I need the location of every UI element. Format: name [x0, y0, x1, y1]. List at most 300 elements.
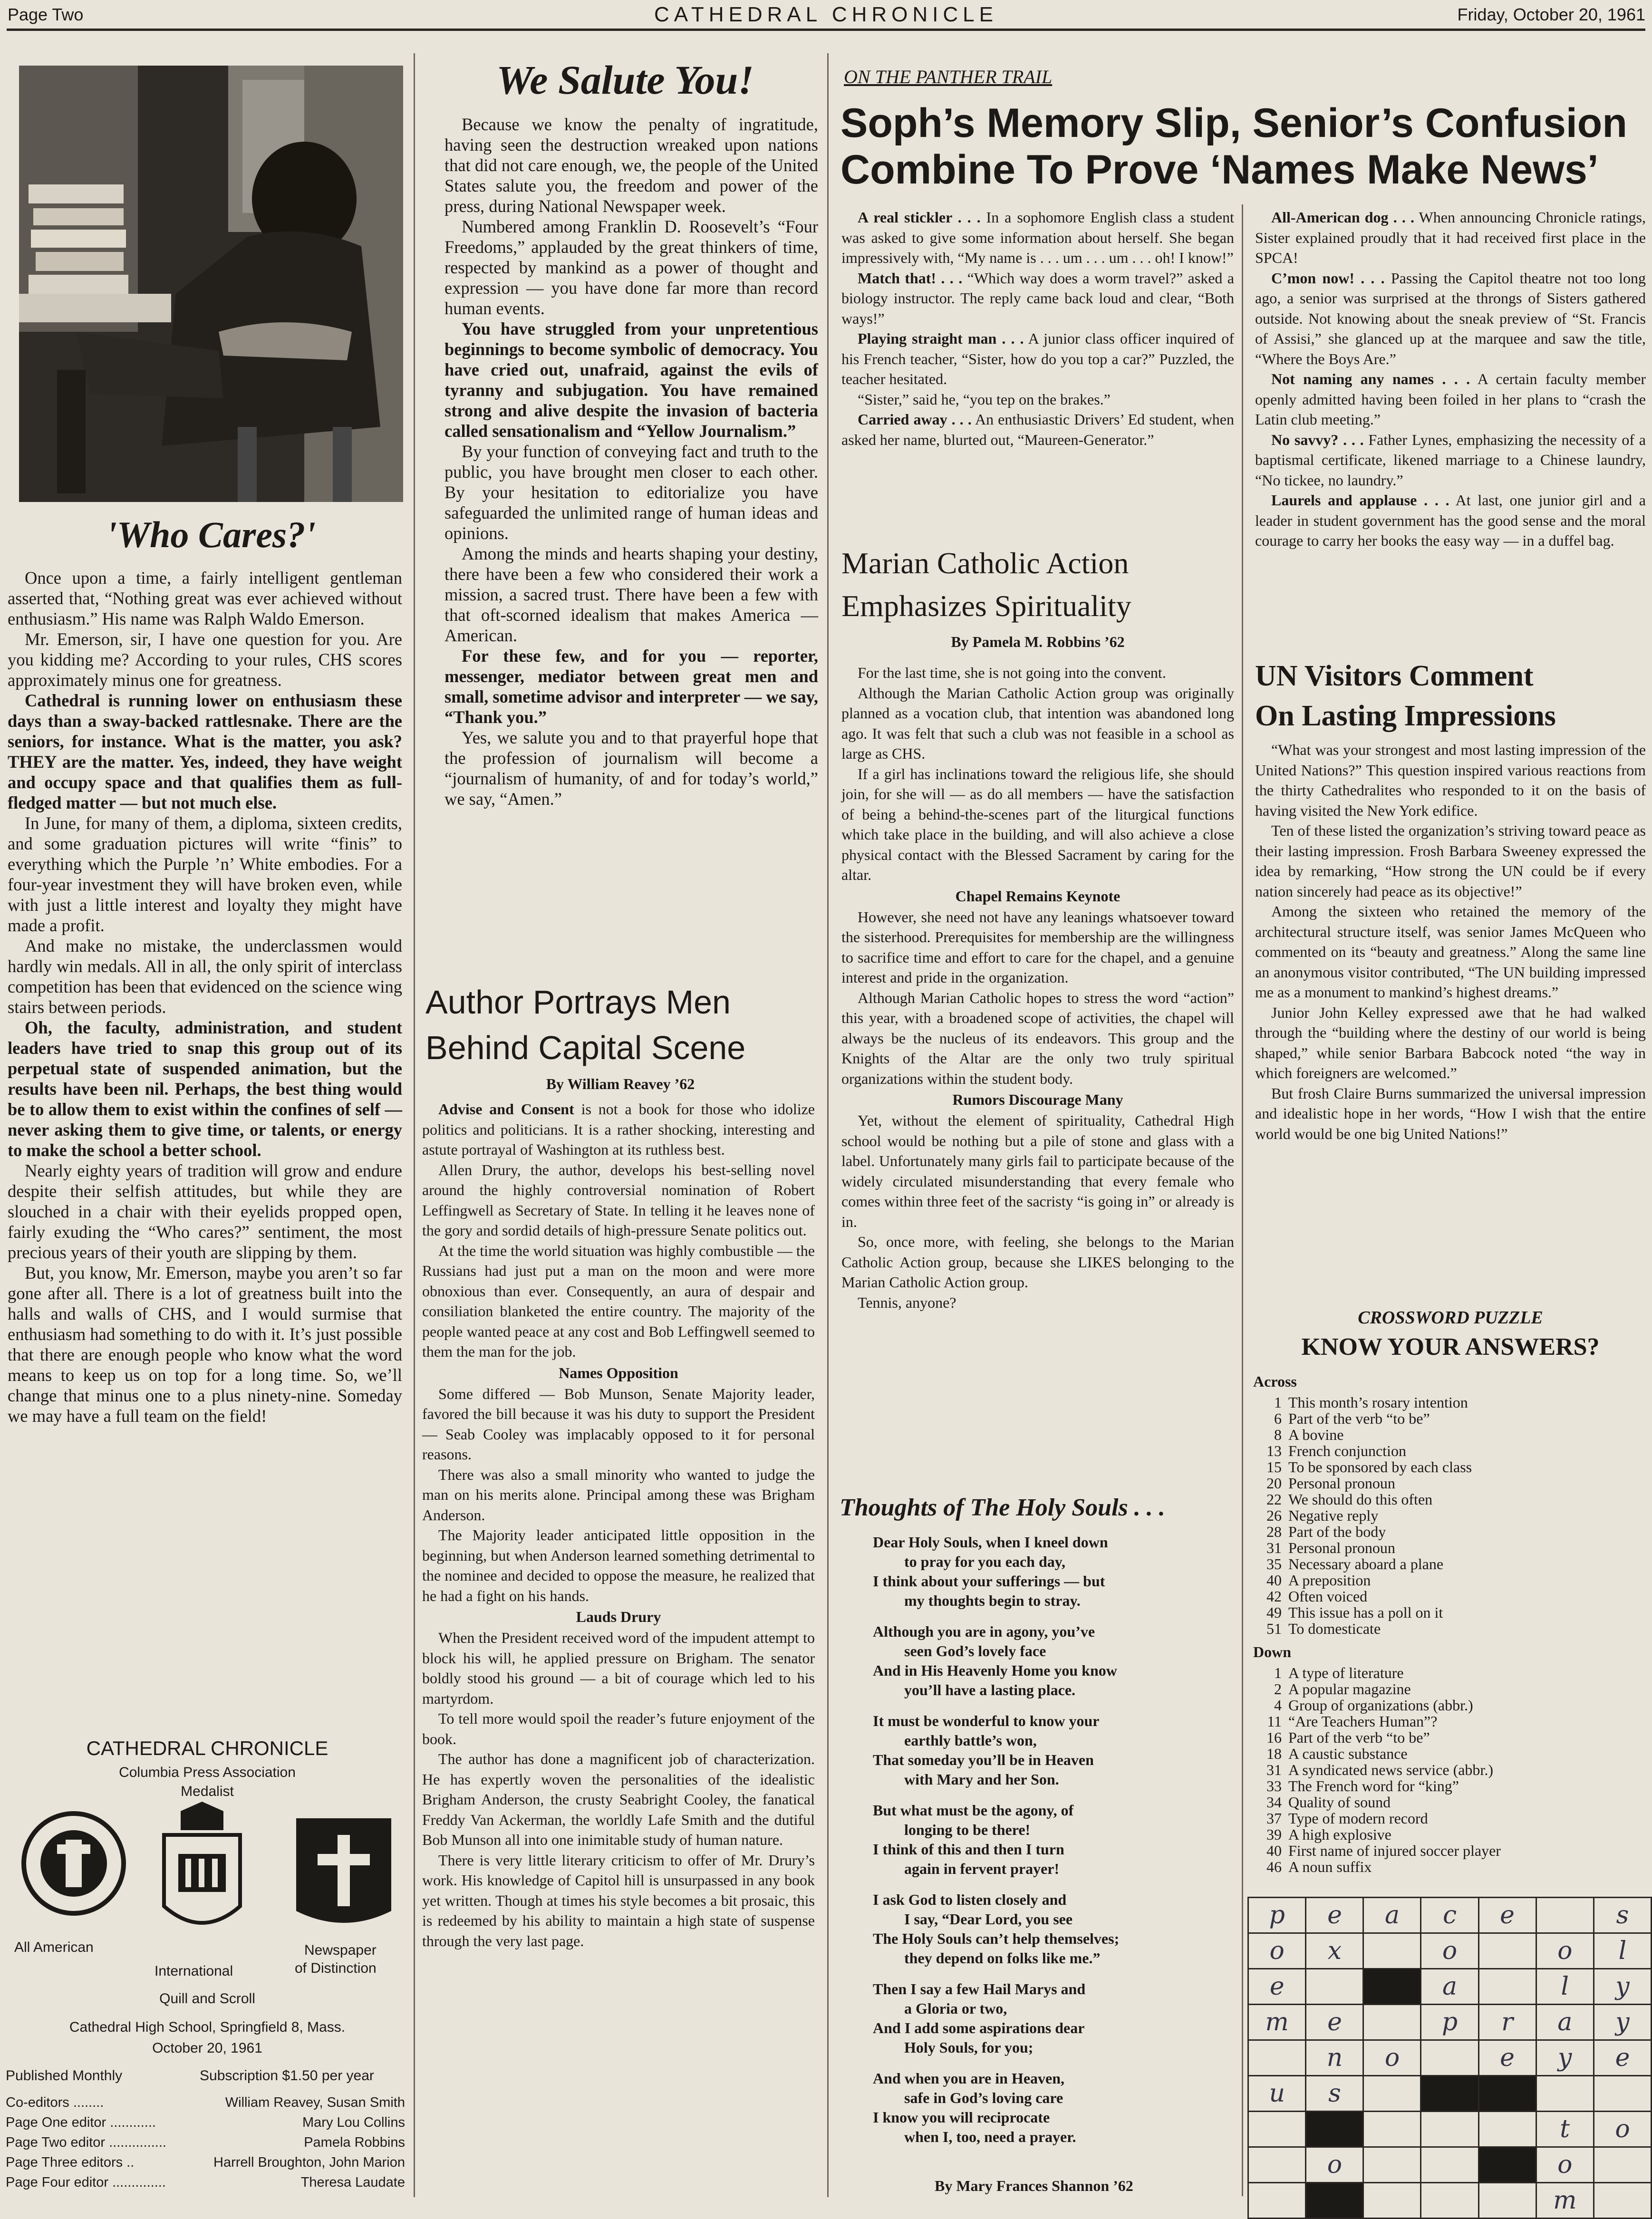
item-lead: Not naming any names . . .: [1271, 370, 1470, 387]
grid-cell[interactable]: o: [1421, 1933, 1478, 1969]
poem-line: my thoughts begin to stray.: [904, 1592, 1081, 1609]
grid-cell[interactable]: p: [1421, 2005, 1478, 2040]
quill-and-scroll: Quill and Scroll: [159, 1991, 255, 2007]
item-text: At last, one junior girl and a leader in student government has the good sense and the moral courage to carry her books the easy way — in a duffel bag.: [1255, 492, 1646, 549]
item-text: “Which way does a worm travel?” asked a biology instructor. The reply came back loud and clear, “Both ways!”: [841, 269, 1234, 327]
clue-text: Often voiced: [1288, 1588, 1368, 1605]
grid-cell[interactable]: m: [1248, 2005, 1306, 2040]
grid-row: [1248, 2005, 1652, 2040]
author-headline-line: Author Portrays Men: [425, 984, 731, 1021]
crossword-clue: [1253, 1665, 1646, 1681]
grid-cell[interactable]: a: [1421, 1969, 1478, 2005]
grid-cell[interactable]: l: [1594, 1933, 1651, 1969]
clue-text: First name of injured soccer player: [1288, 1842, 1501, 1859]
article-paragraph: But, you know, Mr. Emerson, maybe you aren’t so far gone after all. There is a lot of greatness built into the halls and walls of CHS, and I would surmise that enthusiasm had something to do with it. It’s just possible that there are enough people who know what the word means to keep us on top for a long time. So, we’ll change that minus one to a plus ninety-nine. Someday we may have a full team on the field!: [8, 1263, 402, 1426]
crossword-clue: [1253, 1588, 1646, 1604]
un-headline-line: UN Visitors Comment: [1255, 660, 1534, 692]
clue-text: The French word for “king”: [1288, 1777, 1459, 1794]
panther-headline-line: Combine To Prove ‘Names Make News’: [840, 147, 1599, 193]
grid-cell[interactable]: u: [1248, 2076, 1306, 2112]
crossword-clue: [1253, 1621, 1646, 1637]
who-cares-headline: 'Who Cares?': [106, 514, 316, 555]
poem-line: when I, too, need a prayer.: [904, 2128, 1076, 2145]
article-paragraph: Tennis, anyone?: [858, 1293, 956, 1311]
grid-row: [1248, 1898, 1652, 1933]
clue-text: A preposition: [1288, 1572, 1371, 1589]
staff-name: Pamela Robbins: [304, 2135, 405, 2150]
crossword-clue: [1253, 1410, 1646, 1427]
grid-block: [1478, 2147, 1536, 2183]
crossword-clue: [1253, 1556, 1646, 1572]
grid-cell[interactable]: [1363, 1933, 1421, 1969]
item-text: “Sister,” said he, “you tep on the brakes.”: [858, 390, 1111, 408]
article-paragraph: By your function of conveying fact and truth to the public, you have brought men closer to each other. By your hesitation to editorialize you have safeguarded the unlimited range of human ideas and opinions.: [444, 442, 818, 543]
staff-role: Page Two editor ...............: [6, 2135, 166, 2150]
grid-cell[interactable]: e: [1478, 1898, 1536, 1933]
author-article: [422, 1099, 815, 1951]
poem-line: a Gloria or two,: [904, 2000, 1007, 2017]
grid-cell[interactable]: [1478, 1933, 1536, 1969]
clue-text: Personal pronoun: [1288, 1475, 1395, 1492]
article-paragraph: Yes, we salute you and to that prayerful hope that the profession of journalism will become a “journalism of humanity, of and for today’s world,” we say, “Amen.”: [444, 728, 818, 809]
crossword-clue: [1253, 1859, 1646, 1875]
poem-line: And in His Heavenly Home you know: [873, 1662, 1117, 1679]
subscription-price: Subscription $1.50 per year: [200, 2068, 374, 2084]
author-byline: By William Reavey ’62: [546, 1075, 695, 1092]
crossword-clue: [1253, 1681, 1646, 1697]
crossword-clue: [1253, 1475, 1646, 1491]
staff-row: [6, 2172, 405, 2192]
poem-line: I ask God to listen closely and: [873, 1891, 1067, 1908]
grid-cell[interactable]: [1363, 2147, 1421, 2183]
clue-number: 15: [1266, 1458, 1282, 1476]
item-text: An enthusiastic Drivers’ Ed student, when asked her name, blurted out, “Maureen-Generator.”: [841, 411, 1235, 448]
clue-number: 2: [1274, 1680, 1282, 1698]
crossword-clue: [1253, 1762, 1646, 1778]
crossword-kicker: CROSSWORD PUZZLE: [1358, 1308, 1543, 1328]
clue-text: This issue has a poll on it: [1288, 1604, 1443, 1621]
clue-text: A syndicated news service (abbr.): [1288, 1761, 1493, 1778]
grid-cell[interactable]: e: [1306, 1898, 1363, 1933]
article-paragraph: Ten of these listed the organization’s striving toward peace as their lasting impression. Frosh Barbara Sweeney expressed the idea by remarking, “How strong the UN could be if every nation sincerely had peace as its objective!”: [1255, 822, 1646, 900]
salute-headline: We Salute You!: [496, 57, 754, 103]
poem-stanza: [873, 1711, 1225, 1789]
staff-paper-name: CATHEDRAL CHRONICLE: [86, 1737, 328, 1759]
grid-cell[interactable]: [1478, 2183, 1536, 2219]
grid-row: [1248, 1933, 1652, 1969]
article-paragraph: Mr. Emerson, sir, I have one question for you. Are you kidding me? According to your rules, CHS scores approximately minus one for greatness.: [8, 629, 402, 690]
article-paragraph: Although Marian Catholic hopes to stress the word “action” this year, with a broadened scope of activities, the chapel will always be the nucleus of its endeavors. This group and the Knights of the Altar are the only two truly spiritual organizations within the student body.: [841, 989, 1234, 1087]
newspaper-title: CATHEDRAL CHRONICLE: [654, 3, 998, 26]
clue-text: Necessary aboard a plane: [1288, 1555, 1444, 1573]
clue-number: 31: [1266, 1761, 1282, 1778]
article-paragraph: There is very little literary criticism to offer of Mr. Drury’s work. His knowledge of Capitol hill is unsurpassed in any book yet written. Though at times his style becomes a bit prosaic, this is redeemed by his ability to maintain a high state of suspense through the very last page.: [422, 1851, 815, 1949]
column-divider: [827, 53, 829, 2197]
crossword-clue: [1253, 1443, 1646, 1459]
article-paragraph: To tell more would spoil the reader’s future enjoyment of the book.: [422, 1710, 815, 1747]
staff-roster: [6, 2093, 405, 2192]
clue-text: A caustic substance: [1288, 1745, 1408, 1762]
grid-cell[interactable]: [1478, 2112, 1536, 2147]
clue-text: To domesticate: [1288, 1620, 1381, 1637]
article-paragraph: Cathedral is running lower on enthusiasm these days than a sway-backed rattlesnake. There are the seniors, for instance. What is the matter, you ask? THEY are the matter. Yes, indeed, they have weight and occupy space and that qualifies them as full-fledged matter — but not much else.: [8, 691, 402, 812]
columbia-press-shield-icon: [157, 1802, 247, 1939]
grid-cell[interactable]: x: [1306, 1933, 1363, 1969]
badge-international: International: [155, 1963, 233, 1979]
grid-cell[interactable]: o: [1363, 2040, 1421, 2076]
item-lead: All-American dog . . .: [1271, 209, 1414, 226]
crossword-title: KNOW YOUR ANSWERS?: [1301, 1333, 1600, 1360]
poem-byline: By Mary Frances Shannon ’62: [935, 2177, 1133, 2194]
poem-stanza: [873, 1801, 1225, 1879]
author-headline-line: Behind Capital Scene: [425, 1029, 746, 1066]
item-lead: No savvy? . . .: [1271, 431, 1364, 448]
marian-headline: [841, 542, 1231, 627]
clue-number: 40: [1266, 1572, 1282, 1589]
down-clue-list: [1253, 1665, 1646, 1875]
grid-cell[interactable]: [1594, 2183, 1651, 2219]
staff-row: [6, 2093, 405, 2113]
staff-row: [6, 2113, 405, 2132]
crossword-clue: [1253, 1540, 1646, 1556]
article-paragraph: is not a book for those who idolize politics and politicians. It is a rather shocking, interesting and astute portrayal of Washington at its ruthless best.: [422, 1100, 815, 1158]
poem-line: I know you will reciprocate: [873, 2109, 1050, 2126]
item-lead: C’mon now! . . .: [1271, 269, 1385, 287]
staff-medalist: Medalist: [181, 1784, 234, 1799]
clue-number: 13: [1266, 1442, 1282, 1459]
clue-text: Group of organizations (abbr.): [1288, 1697, 1473, 1714]
article-paragraph: There was also a small minority who wanted to judge the man on his merits alone. Principal among these was Brigham Anderson.: [422, 1466, 815, 1524]
item-lead: Carried away . . .: [858, 411, 972, 428]
grid-cell[interactable]: t: [1536, 2112, 1594, 2147]
grid-row: [1248, 2183, 1652, 2219]
clue-text: Type of modern record: [1288, 1810, 1428, 1827]
clue-number: 33: [1266, 1777, 1282, 1794]
article-paragraph: Yet, without the element of spirituality, Cathedral High school would be nothing but a pile of stone and glass with a label. Unfortunately many girls fail to participate because of the widely circulated misunderstanding that every female who comes within three feet of the sacristy “is going in” or already is in.: [841, 1112, 1234, 1230]
panther-headline-line: Soph’s Memory Slip, Senior’s Confusion: [840, 100, 1627, 146]
grid-cell[interactable]: [1536, 2076, 1594, 2112]
masthead-rule: [7, 29, 1645, 31]
article-paragraph: Among the sixteen who retained the memory of the architectural structure itself, was senior James McQueen who commented on its “beauty and greatness.” Along the same line an anonymous visitor contributed, “The UN building impressed me as a monument to mankind’s highest dreams.”: [1255, 903, 1646, 1001]
article-paragraph: Nearly eighty years of tradition will grow and endure despite their selfish attitudes, but while they are slouched in a chair with their eyelids propped open, fairly exuding the “Who cares?” sentiment, the most precious years of their youth are slipping by them.: [8, 1161, 402, 1262]
grid-row: [1248, 2040, 1652, 2076]
crossword-clue: [1253, 1713, 1646, 1729]
poem-line: Although you are in agony, you’ve: [873, 1623, 1095, 1640]
crossword-clue: [1253, 1746, 1646, 1762]
article-paragraph: Once upon a time, a fairly intelligent gentleman asserted that, “Nothing great was ever achieved without enthusiasm.” His name was Ralph Waldo Emerson.: [8, 568, 402, 628]
article-paragraph: Oh, the faculty, administration, and student leaders have tried to snap this group out of its perpetual state of suspended animation, but the results have been nil. Perhaps, the best thing would be to allow them to exist within the confines of self — never asking them to give time, or talents, or energy to make the school a better school.: [8, 1018, 402, 1160]
grid-block: [1306, 2112, 1363, 2147]
panther-headline: [840, 100, 1649, 193]
article-paragraph: Junior John Kelley expressed awe that he had walked through the “building where the destiny of our world is being shaped,” while senior Barbara Babcock noted “the way in which foreigners are welcomed.”: [1255, 1003, 1646, 1081]
article-paragraph: At the time the world situation was highly combustible — the Russians had just put a man on the moon and were more obnoxious than ever. Consequently, an aura of despair and consiliation blanketed the entire country. The majority of the people wanted peace at any cost and Bob Leffingwell seemed to them the man for the job.: [422, 1242, 815, 1360]
down-label: Down: [1253, 1643, 1292, 1660]
article-paragraph: Among the minds and hearts shaping your destiny, there have been a few who considered their work a mission, a sacred trust. There have been a few with that oft-scorned idealism that makes America — American.: [444, 544, 818, 645]
staff-role: Page Three editors ..: [6, 2155, 135, 2170]
grid-cell[interactable]: m: [1536, 2183, 1594, 2219]
grid-row: [1248, 1969, 1652, 2005]
clue-number: 46: [1266, 1858, 1282, 1875]
across-label: Across: [1253, 1373, 1297, 1390]
poem-line: I think of this and then I turn: [873, 1841, 1064, 1858]
student-reading-image: [19, 66, 403, 502]
clue-text: Part of the verb “to be”: [1288, 1410, 1430, 1427]
clue-text: To be sponsored by each class: [1288, 1458, 1472, 1476]
panther-column-right: [1255, 207, 1646, 551]
staff-role: Page Four editor ..............: [6, 2175, 166, 2190]
crossword-clue: [1253, 1697, 1646, 1713]
subhead: Names Opposition: [559, 1364, 678, 1381]
grid-cell[interactable]: e: [1306, 2005, 1363, 2040]
grid-cell[interactable]: [1363, 2005, 1421, 2040]
clue-number: 16: [1266, 1729, 1282, 1746]
article-paragraph: Numbered among Franklin D. Roosevelt’s “Four Freedoms,” applauded by the great thinkers of time, respected by mankind as a power of thought and expression — you have done far more than record human events.: [444, 217, 818, 318]
staff-name: Harrell Broughton, John Marion: [213, 2155, 405, 2170]
article-paragraph: You have struggled from your unpretentious beginnings to become symbolic of democracy. You have cried out, unafraid, against the evils of tyranny and subjugation. You have remained strong and alive despite the invasion of bacteria called sensationalism and “Yellow Journalism.”: [444, 319, 818, 441]
clue-number: 39: [1266, 1826, 1282, 1843]
grid-cell[interactable]: y: [1594, 1969, 1651, 2005]
clue-text: Personal pronoun: [1288, 1539, 1395, 1556]
clue-text: A noun suffix: [1288, 1858, 1372, 1875]
clue-text: A type of literature: [1288, 1664, 1404, 1681]
poem-line: safe in God’s loving care: [904, 2089, 1063, 2106]
grid-cell[interactable]: y: [1536, 2040, 1594, 2076]
grid-row: [1248, 2076, 1652, 2112]
article-paragraph: When the President received word of the impudent attempt to block his will, he applied pressure on Brigham. The senator boldly stood his ground — a bit of courage which led to his martyrdom.: [422, 1629, 815, 1707]
grid-cell[interactable]: [1363, 2183, 1421, 2219]
staff-name: William Reavey, Susan Smith: [225, 2095, 405, 2110]
grid-cell[interactable]: [1421, 2112, 1478, 2147]
item-text: A certain faculty member openly admitted having been foiled in her plans to “crash the Latin club meeting.”: [1255, 370, 1646, 428]
crossword-clue: [1253, 1778, 1646, 1794]
badge-all-american: All American: [14, 1939, 94, 1955]
grid-cell[interactable]: c: [1421, 1898, 1478, 1933]
grid-cell[interactable]: s: [1594, 1898, 1651, 1933]
poem-line: with Mary and her Son.: [904, 1771, 1059, 1788]
grid-block: [1306, 2183, 1363, 2219]
grid-cell[interactable]: a: [1363, 1898, 1421, 1933]
clue-number: 35: [1266, 1555, 1282, 1573]
crossword-clue: [1253, 1729, 1646, 1746]
article-paragraph: For these few, and for you — reporter, messenger, mediator between great men and small, sometime advisor and interpreter — we say, “Thank you.”: [444, 646, 818, 727]
grid-cell[interactable]: [1248, 2112, 1306, 2147]
poem-stanza: [873, 1979, 1225, 2057]
grid-cell[interactable]: o: [1306, 2147, 1363, 2183]
article-paragraph: In June, for many of them, a diploma, sixteen credits, and some graduation pictures will write “finis” to everything which the Purple ’n’ White embodies. For a four-year investment they will have broken even, while with just a little interest and loyalty they might have made a profit.: [8, 813, 402, 935]
grid-cell[interactable]: a: [1536, 2005, 1594, 2040]
staff-date: October 20, 1961: [152, 2040, 262, 2056]
published-monthly: Published Monthly: [6, 2068, 123, 2084]
staff-row: [6, 2152, 405, 2172]
un-headline: [1255, 656, 1646, 736]
article-paragraph: So, once more, with feeling, she belongs to the Marian Catholic Action group, because she LIKES belonging to the Marian Catholic Action group.: [841, 1233, 1234, 1291]
item-lead: Match that! . . .: [858, 269, 963, 287]
crossword-clue: [1253, 1843, 1646, 1859]
clue-number: 51: [1266, 1620, 1282, 1637]
across-clue-list: [1253, 1394, 1646, 1637]
clue-number: 49: [1266, 1604, 1282, 1621]
poem-line: Then I say a few Hail Marys and: [873, 1980, 1086, 1997]
un-headline-line: On Lasting Impressions: [1255, 700, 1556, 732]
poem-body: [873, 1533, 1225, 2158]
clue-number: 42: [1266, 1588, 1282, 1605]
poem-line: And when you are in Heaven,: [873, 2070, 1065, 2087]
article-paragraph: Because we know the penalty of ingratitude, having seen the destruction wreaked upon nations that did not care enough, we, the people of the United States salute you, the freedom and power of the press, during National Newspaper week.: [444, 115, 818, 216]
article-paragraph: But frosh Claire Burns summarized the universal impression and idealistic hope in her words, “How I wish that the entire world would be one big United Nations!”: [1255, 1084, 1646, 1142]
author-headline: [425, 979, 815, 1071]
clue-text: A popular magazine: [1288, 1680, 1411, 1698]
grid-cell[interactable]: l: [1536, 1969, 1594, 2005]
staff-association: Columbia Press Association: [119, 1765, 296, 1780]
grid-cell[interactable]: e: [1594, 2040, 1651, 2076]
item-lead: Playing straight man . . .: [858, 330, 1024, 347]
clue-number: 34: [1266, 1794, 1282, 1811]
grid-block: [1363, 1969, 1421, 2005]
issue-date: Friday, October 20, 1961: [1457, 5, 1645, 24]
clue-number: 20: [1266, 1475, 1282, 1492]
page-label: Page Two: [8, 5, 84, 24]
poem-line: But what must be the agony, of: [873, 1802, 1074, 1819]
marian-headline-line: Marian Catholic Action: [841, 546, 1129, 580]
item-text: Passing the Capitol theatre not too long ago, a senior was surprised at the throngs of Sisters gathered outside. Not knowing about the sneak preview of “St. Francis of Assisi,” she glanced up at the marquee and saw the title, “Where the Boys Are.”: [1255, 269, 1646, 367]
grid-cell[interactable]: e: [1248, 1969, 1306, 2005]
crossword-clue: [1253, 1394, 1646, 1410]
grid-cell[interactable]: [1248, 2183, 1306, 2219]
clue-number: 1: [1274, 1664, 1282, 1681]
clue-text: “Are Teachers Human”?: [1288, 1713, 1438, 1730]
clue-number: 18: [1266, 1745, 1282, 1762]
crossword-clue: [1253, 1572, 1646, 1588]
article-paragraph: “What was your strongest and most lasting impression of the United Nations?” This question inspired various reactions from the thirty Cathedralites who responded to it on the basis of having visited the New York edifice.: [1255, 741, 1646, 819]
poem-stanza: [873, 1890, 1225, 1968]
article-paragraph: Allen Drury, the author, develops his best-selling novel around the highly controversial nomination of Robert Leffingwell as Secretary of State. In telling it he leaves none of the gory and sordid details of high-pressure Senate politics out.: [422, 1161, 815, 1239]
clue-number: 6: [1274, 1410, 1282, 1427]
grid-cell[interactable]: [1363, 2076, 1421, 2112]
grid-cell[interactable]: [1594, 2076, 1651, 2112]
poem-stanza: [873, 1533, 1225, 1611]
item-text: When announcing Chronicle ratings, Sister explained proudly that it had received first place in the SPCA!: [1255, 209, 1646, 266]
badge-newspaper: Newspaper: [304, 1942, 377, 1958]
grid-cell[interactable]: e: [1478, 2040, 1536, 2076]
grid-cell[interactable]: [1421, 2183, 1478, 2219]
panther-column-left: [841, 207, 1234, 450]
crossword-clue: [1253, 1459, 1646, 1475]
clue-text: This month’s rosary intention: [1288, 1394, 1468, 1411]
poem-line: you’ll have a lasting place.: [904, 1681, 1076, 1698]
item-text: A junior class officer inquired of his French teacher, “Sister, how do you top a car?” Puzzled, the teacher hesitated.: [841, 330, 1235, 387]
poem-line: I think about your sufferings — but: [873, 1573, 1105, 1590]
article-paragraph: Although the Marian Catholic Action group was originally planned as a vocation club, that intention was abandoned long ago. It was felt that such a club was not feasible in a school as large as CHS.: [841, 684, 1234, 762]
grid-cell[interactable]: o: [1536, 2147, 1594, 2183]
grid-cell[interactable]: y: [1594, 2005, 1651, 2040]
grid-cell[interactable]: [1478, 1969, 1536, 2005]
clue-number: 31: [1266, 1539, 1282, 1556]
clue-number: 11: [1267, 1713, 1282, 1730]
grid-cell[interactable]: o: [1594, 2112, 1651, 2147]
poem-line: again in fervent prayer!: [904, 1860, 1060, 1877]
clue-number: 4: [1274, 1697, 1282, 1714]
un-article: [1255, 740, 1646, 1144]
subhead: Rumors Discourage Many: [952, 1091, 1123, 1108]
student-photo: [19, 66, 403, 502]
clue-number: 28: [1266, 1523, 1282, 1540]
grid-cell[interactable]: o: [1248, 1933, 1306, 1969]
grid-cell[interactable]: p: [1248, 1898, 1306, 1933]
staff-role: Co-editors ........: [6, 2095, 104, 2110]
poem-line: And I add some aspirations dear: [873, 2019, 1085, 2036]
clue-text: Negative reply: [1288, 1507, 1379, 1524]
subhead: Lauds Drury: [576, 1608, 661, 1625]
grid-cell[interactable]: [1248, 2040, 1306, 2076]
clue-text: French conjunction: [1288, 1442, 1406, 1459]
article-paragraph: Some differed — Bob Munson, Senate Majority leader, favored the bill because it was his duty to support the President — Seab Cooley was implacably opposed to it for personal reasons.: [422, 1385, 815, 1463]
staff-role: Page One editor ............: [6, 2115, 156, 2130]
crossword-clue: [1253, 1604, 1646, 1621]
clue-text: A high explosive: [1288, 1826, 1391, 1843]
poem-line: longing to be there!: [904, 1821, 1031, 1838]
article-paragraph: The author has done a magnificent job of characterization. He has expertly woven the personalities of the idealistic Brigham Anderson, the crusty Seabright Cooley, the fanatical Freddy Van Ackerman, the worldly Lafe Smith and the dutiful Bob Munson all into one inimitable study of human nature.: [422, 1750, 815, 1848]
clue-number: 22: [1266, 1491, 1282, 1508]
clue-text: A bovine: [1288, 1426, 1344, 1443]
who-cares-article: [8, 568, 402, 1426]
marian-headline-line: Emphasizes Spirituality: [841, 589, 1131, 623]
grid-cell[interactable]: r: [1478, 2005, 1536, 2040]
article-paragraph: The Majority leader anticipated little opposition in the beginning, but when Anderson learned something detrimental to the nominee and decided to oppose the measure, he realized that he had a fight on his hands.: [422, 1526, 815, 1604]
grid-cell[interactable]: [1594, 2147, 1651, 2183]
school-address: Cathedral High School, Springfield 8, Mass.: [69, 2019, 346, 2035]
catholic-press-badge-icon: [294, 1816, 394, 1930]
grid-cell[interactable]: [1363, 2112, 1421, 2147]
article-paragraph: If a girl has inclinations toward the religious life, she should join, for she will — as do all members — have the satisfaction of being a behind-the-scenes part of the liturgical functions which take place in the building, and will also achieve a close physical contact with the Blessed Sacrament by caring for the altar.: [841, 765, 1234, 883]
grid-cell[interactable]: [1306, 1969, 1363, 2005]
staff-box: [8, 1737, 407, 1800]
salute-article: [444, 114, 818, 809]
item-text: In a sophomore English class a student was asked to give some information about herself. She began impressively with, “My name is . . . um . . . um . . . oh! I know!”: [841, 209, 1235, 266]
poem-line: The Holy Souls can’t help themselves;: [873, 1930, 1120, 1947]
grid-cell[interactable]: [1421, 2040, 1478, 2076]
article-paragraph: However, she need not have any leanings whatsoever toward the sisterhood. Prerequisites for membership are the willingness to sacrifice time and effort to care for the chapel, and a genuine interest and pride in the organization.: [841, 908, 1234, 986]
poem-line: It must be wonderful to know your: [873, 1712, 1100, 1729]
crossword-clue: [1253, 1507, 1646, 1524]
crossword-clue: [1253, 1826, 1646, 1843]
grid-cell[interactable]: o: [1536, 1933, 1594, 1969]
item-lead: Laurels and applause . . .: [1271, 492, 1449, 509]
column-divider: [414, 53, 415, 2197]
item-text: Father Lynes, emphasizing the necessity of a baptismal certificate, likened marriage to a Chinese laundry, “No tickee, no laundry.”: [1255, 431, 1646, 489]
grid-cell[interactable]: n: [1306, 2040, 1363, 2076]
crossword-grid: [1247, 1897, 1652, 2219]
marian-byline: By Pamela M. Robbins ’62: [951, 633, 1125, 650]
panther-kicker: ON THE PANTHER TRAIL: [844, 66, 1053, 87]
column-divider: [1242, 204, 1243, 2196]
grid-cell[interactable]: [1536, 1898, 1594, 1933]
clue-number: 26: [1266, 1507, 1282, 1524]
article-paragraph: And make no mistake, the underclassmen would hardly win medals. All in all, the only spirit of interclass competition has been that evidenced on the science wing stairs between periods.: [8, 936, 402, 1017]
item-lead: A real stickler . . .: [858, 209, 981, 226]
crossword-clue: [1253, 1524, 1646, 1540]
staff-row: [6, 2132, 405, 2152]
marian-article: [841, 663, 1234, 1312]
scholastic-press-seal-icon: [19, 1806, 128, 1920]
badge-distinction: of Distinction: [295, 1960, 377, 1976]
grid-cell[interactable]: s: [1306, 2076, 1363, 2112]
crossword-clue: [1253, 1427, 1646, 1443]
grid-cell[interactable]: [1248, 2147, 1306, 2183]
grid-cell[interactable]: [1421, 2147, 1478, 2183]
clue-number: 8: [1274, 1426, 1282, 1443]
article-paragraph: For the last time, she is not going into the convent.: [858, 664, 1166, 681]
poem-line: earthly battle’s won,: [904, 1732, 1037, 1749]
